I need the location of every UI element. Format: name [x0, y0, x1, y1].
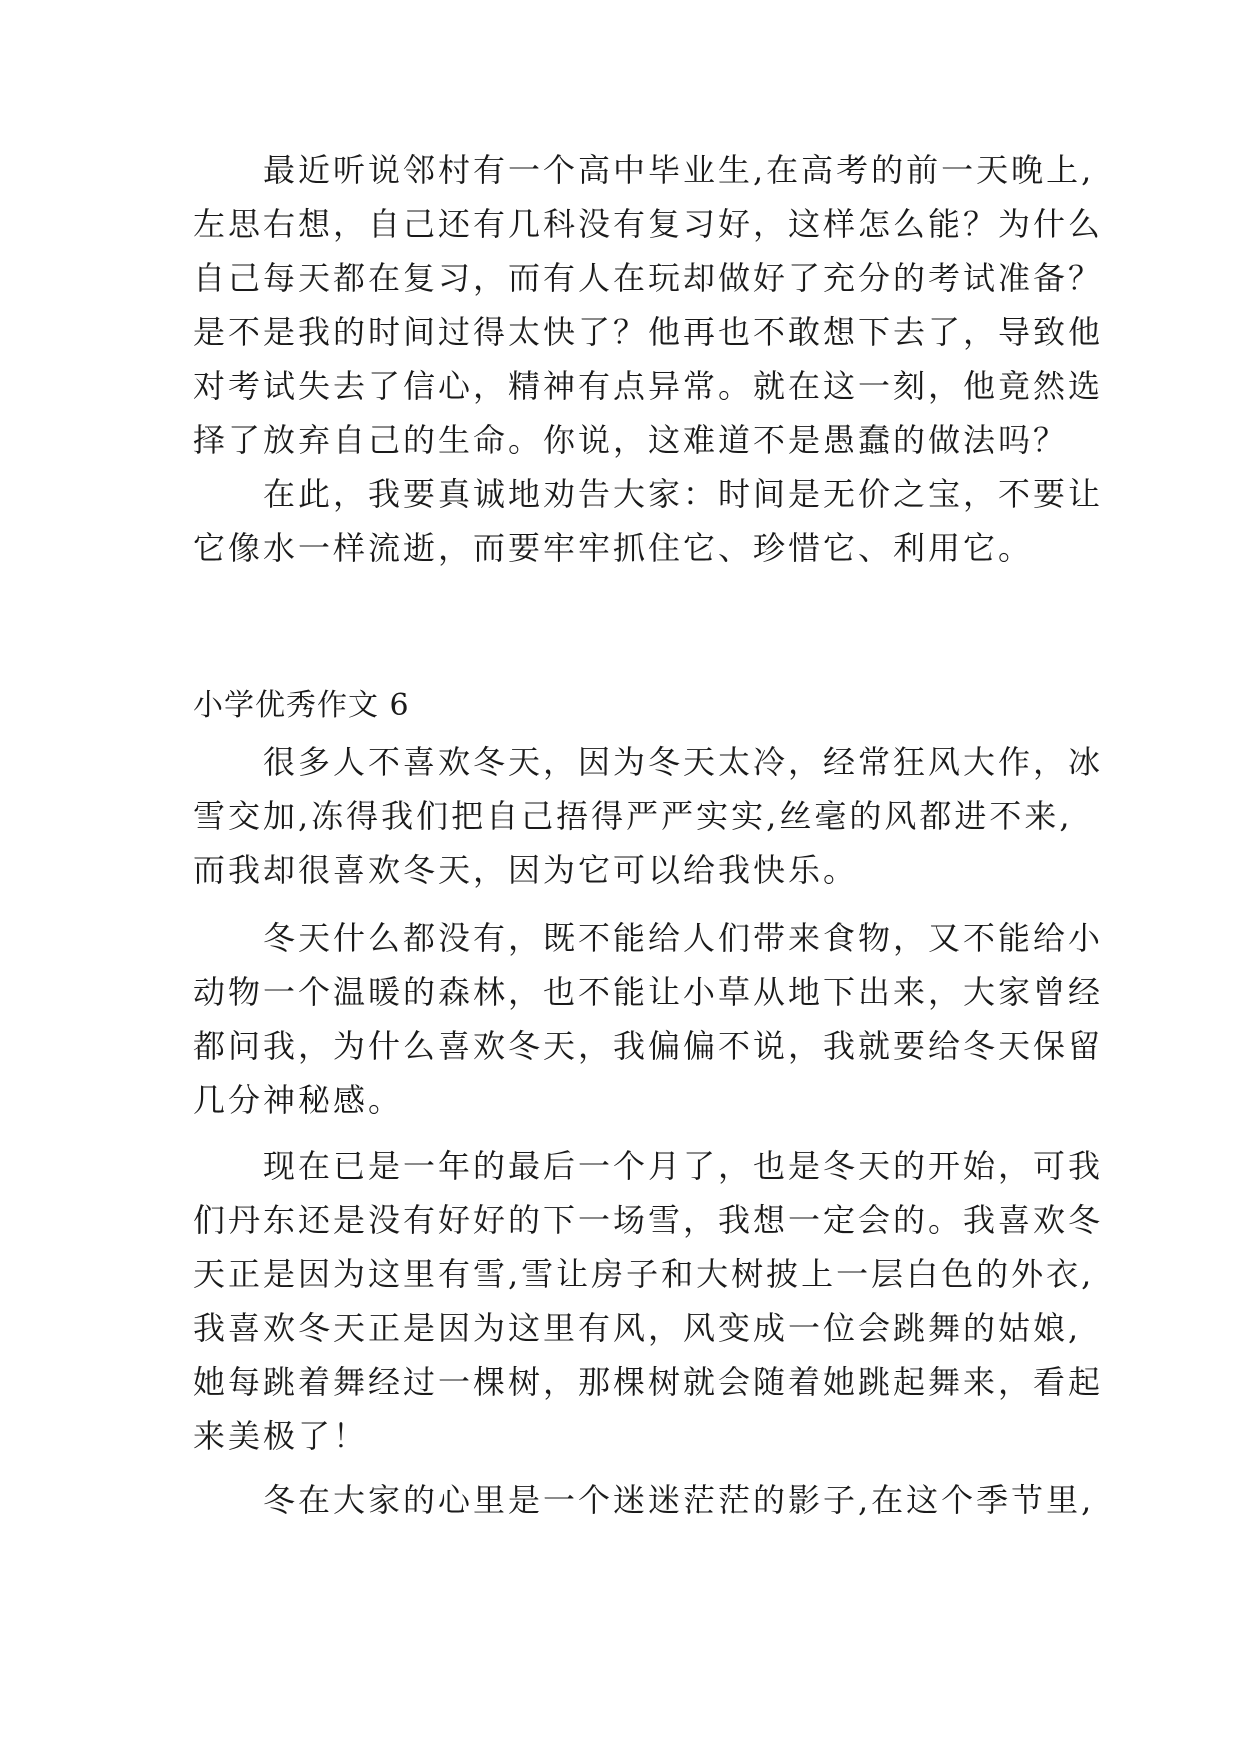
text-line: 们丹东还是没有好好的下一场雪，我想一定会的。我喜欢冬	[193, 1201, 1104, 1239]
text-line: 她每跳着舞经过一棵树，那棵树就会随着她跳起舞来，看起	[193, 1363, 1104, 1401]
text-line: 而我却很喜欢冬天，因为它可以给我快乐。	[193, 851, 859, 889]
text-line: 雪交加,冻得我们把自己捂得严严实实,丝毫的风都进不来,	[193, 797, 1073, 835]
text-line: 冬天什么都没有，既不能给人们带来食物，又不能给小	[193, 919, 1104, 957]
text-line: 在此，我要真诚地劝告大家：时间是无价之宝，不要让	[193, 475, 1104, 513]
text-line: 都问我，为什么喜欢冬天，我偏偏不说，我就要给冬天保留	[193, 1027, 1104, 1065]
text-line: 几分神秘感。	[193, 1081, 404, 1119]
text-line: 来美极了！	[193, 1417, 369, 1455]
text-line: 对考试失去了信心，精神有点异常。就在这一刻，他竟然选	[193, 367, 1104, 405]
text-line: 动物一个温暖的森林，也不能让小草从地下出来，大家曾经	[193, 973, 1104, 1011]
text-line: 择了放弃自己的生命。你说，这难道不是愚蠢的做法吗？	[193, 421, 1069, 459]
text-line: 最近听说邻村有一个高中毕业生,在高考的前一天晚上,	[193, 151, 1095, 189]
text-line: 我喜欢冬天正是因为这里有风，风变成一位会跳舞的姑娘,	[193, 1309, 1082, 1347]
text-line: 很多人不喜欢冬天，因为冬天太冷，经常狂风大作，冰	[193, 743, 1104, 781]
text-line: 自己每天都在复习，而有人在玩却做好了充分的考试准备？	[193, 259, 1104, 297]
text-line: 它像水一样流逝，而要牢牢抓住它、珍惜它、利用它。	[193, 529, 1034, 567]
essay-title: 小学优秀作文 6	[193, 688, 410, 723]
text-line: 冬在大家的心里是一个迷迷茫茫的影子,在这个季节里,	[193, 1481, 1095, 1519]
text-line: 是不是我的时间过得太快了？他再也不敢想下去了，导致他	[193, 313, 1104, 351]
text-line: 天正是因为这里有雪,雪让房子和大树披上一层白色的外衣,	[193, 1255, 1095, 1293]
text-line: 现在已是一年的最后一个月了，也是冬天的开始，可我	[193, 1147, 1104, 1185]
text-line: 左思右想，自己还有几科没有复习好，这样怎么能？为什么	[193, 205, 1104, 243]
